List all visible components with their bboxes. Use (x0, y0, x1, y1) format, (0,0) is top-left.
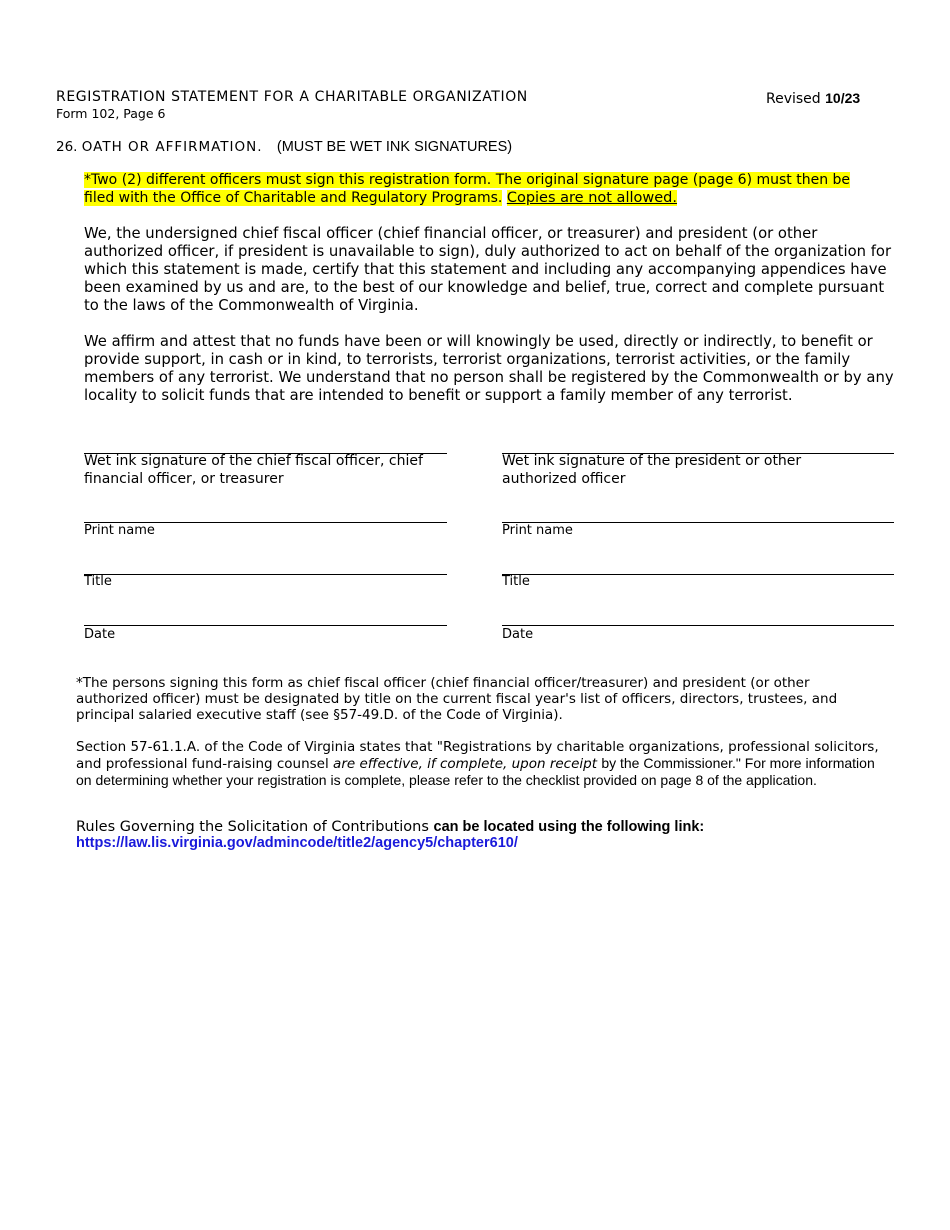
notice-text: *Two (2) different officers must sign this registration form. The original signature page (page 6) must then be filed with the Office of Charitable and Regulatory Programs. (84, 172, 851, 206)
designation-footnote: *The persons signing this form as chief fiscal officer (chief financial officer/treasurer) and president (or other authorized officer) must be designated by title on the current fiscal year's list of officers, directors, trustees, and principal salaried executive staff (see §57-49.D. of the Code of Virginia). (76, 675, 838, 723)
president-print-name-label: Print name (502, 523, 573, 538)
section-requirement: (MUST BE WET INK SIGNATURES) (276, 139, 513, 155)
president-date-line[interactable] (502, 625, 894, 626)
president-title-label: Title (502, 574, 530, 589)
president-date-label: Date (502, 627, 534, 642)
revised-text: Revised (766, 91, 821, 107)
cfo-date-label: Date (84, 627, 116, 642)
rules-link[interactable]: https://law.lis.virginia.gov/admincode/title2/agency5/chapter610/ (76, 835, 518, 851)
revision-label (766, 90, 860, 107)
rules-colon: : (699, 819, 705, 835)
code-prefix: Section 57-61.1.A. of the Code of Virginia states that "Registrations by charitable organizations, professional solicitors, and professional fund-raising counsel (76, 739, 879, 772)
section-title: OATH OR AFFIRMATION. (81, 139, 263, 155)
code-italic: are effective, if complete, upon receipt (333, 756, 598, 772)
rules-bold: can be located using the following link (433, 819, 700, 835)
section-number: 26. (56, 139, 78, 155)
cfo-print-name-label: Print name (84, 523, 155, 538)
cfo-date-line[interactable] (84, 625, 447, 626)
president-signature-label: Wet ink signature of the president or other authorized officer (502, 453, 802, 487)
officer-notice (84, 171, 884, 207)
cfo-title-label: Title (84, 574, 112, 589)
code-footnote (76, 739, 886, 789)
rules-lead: Rules Governing the Solicitation of Contributions (76, 819, 429, 835)
notice-emphasis: Copies are not allowed. (506, 190, 677, 206)
form-title: REGISTRATION STATEMENT FOR A CHARITABLE ORGANIZATION (56, 89, 528, 105)
rules-reference (76, 819, 704, 851)
revised-date: 10/23 (825, 90, 861, 106)
cfo-title-line[interactable] (84, 574, 447, 575)
president-title-line[interactable] (502, 574, 894, 575)
certification-paragraph: We, the undersigned chief fiscal officer (chief financial officer, or treasurer) and president (or other authorized officer, if president is unavailable to sign), duly authorized to act on behalf of the organization for which this statement is made, certify that this statement and including any accompanying appendices have been examined by us and are, to the best of our knowledge and belief, true, correct and complete pursuant to the laws of the Commonwealth of Virginia. (84, 225, 892, 314)
section-heading (56, 139, 512, 155)
code-suffix: by the Commissioner." For more information on determining whether your registration is complete, please refer to the checklist provided on page 8 of the application. (76, 755, 875, 788)
affirmation-paragraph: We affirm and attest that no funds have been or will knowingly be used, directly or indirectly, to benefit or provide support, in cash or in kind, to terrorists, terrorist organizations, terrorist activities, or the family members of any terrorist. We understand that no person shall be registered by the Commonwealth or by any locality to solicit funds that are intended to benefit or support a family member of any terrorist. (84, 333, 894, 404)
cfo-signature-label: Wet ink signature of the chief fiscal officer, chief financial officer, or treasurer (84, 453, 423, 487)
form-page-label: Form 102, Page 6 (56, 106, 166, 121)
